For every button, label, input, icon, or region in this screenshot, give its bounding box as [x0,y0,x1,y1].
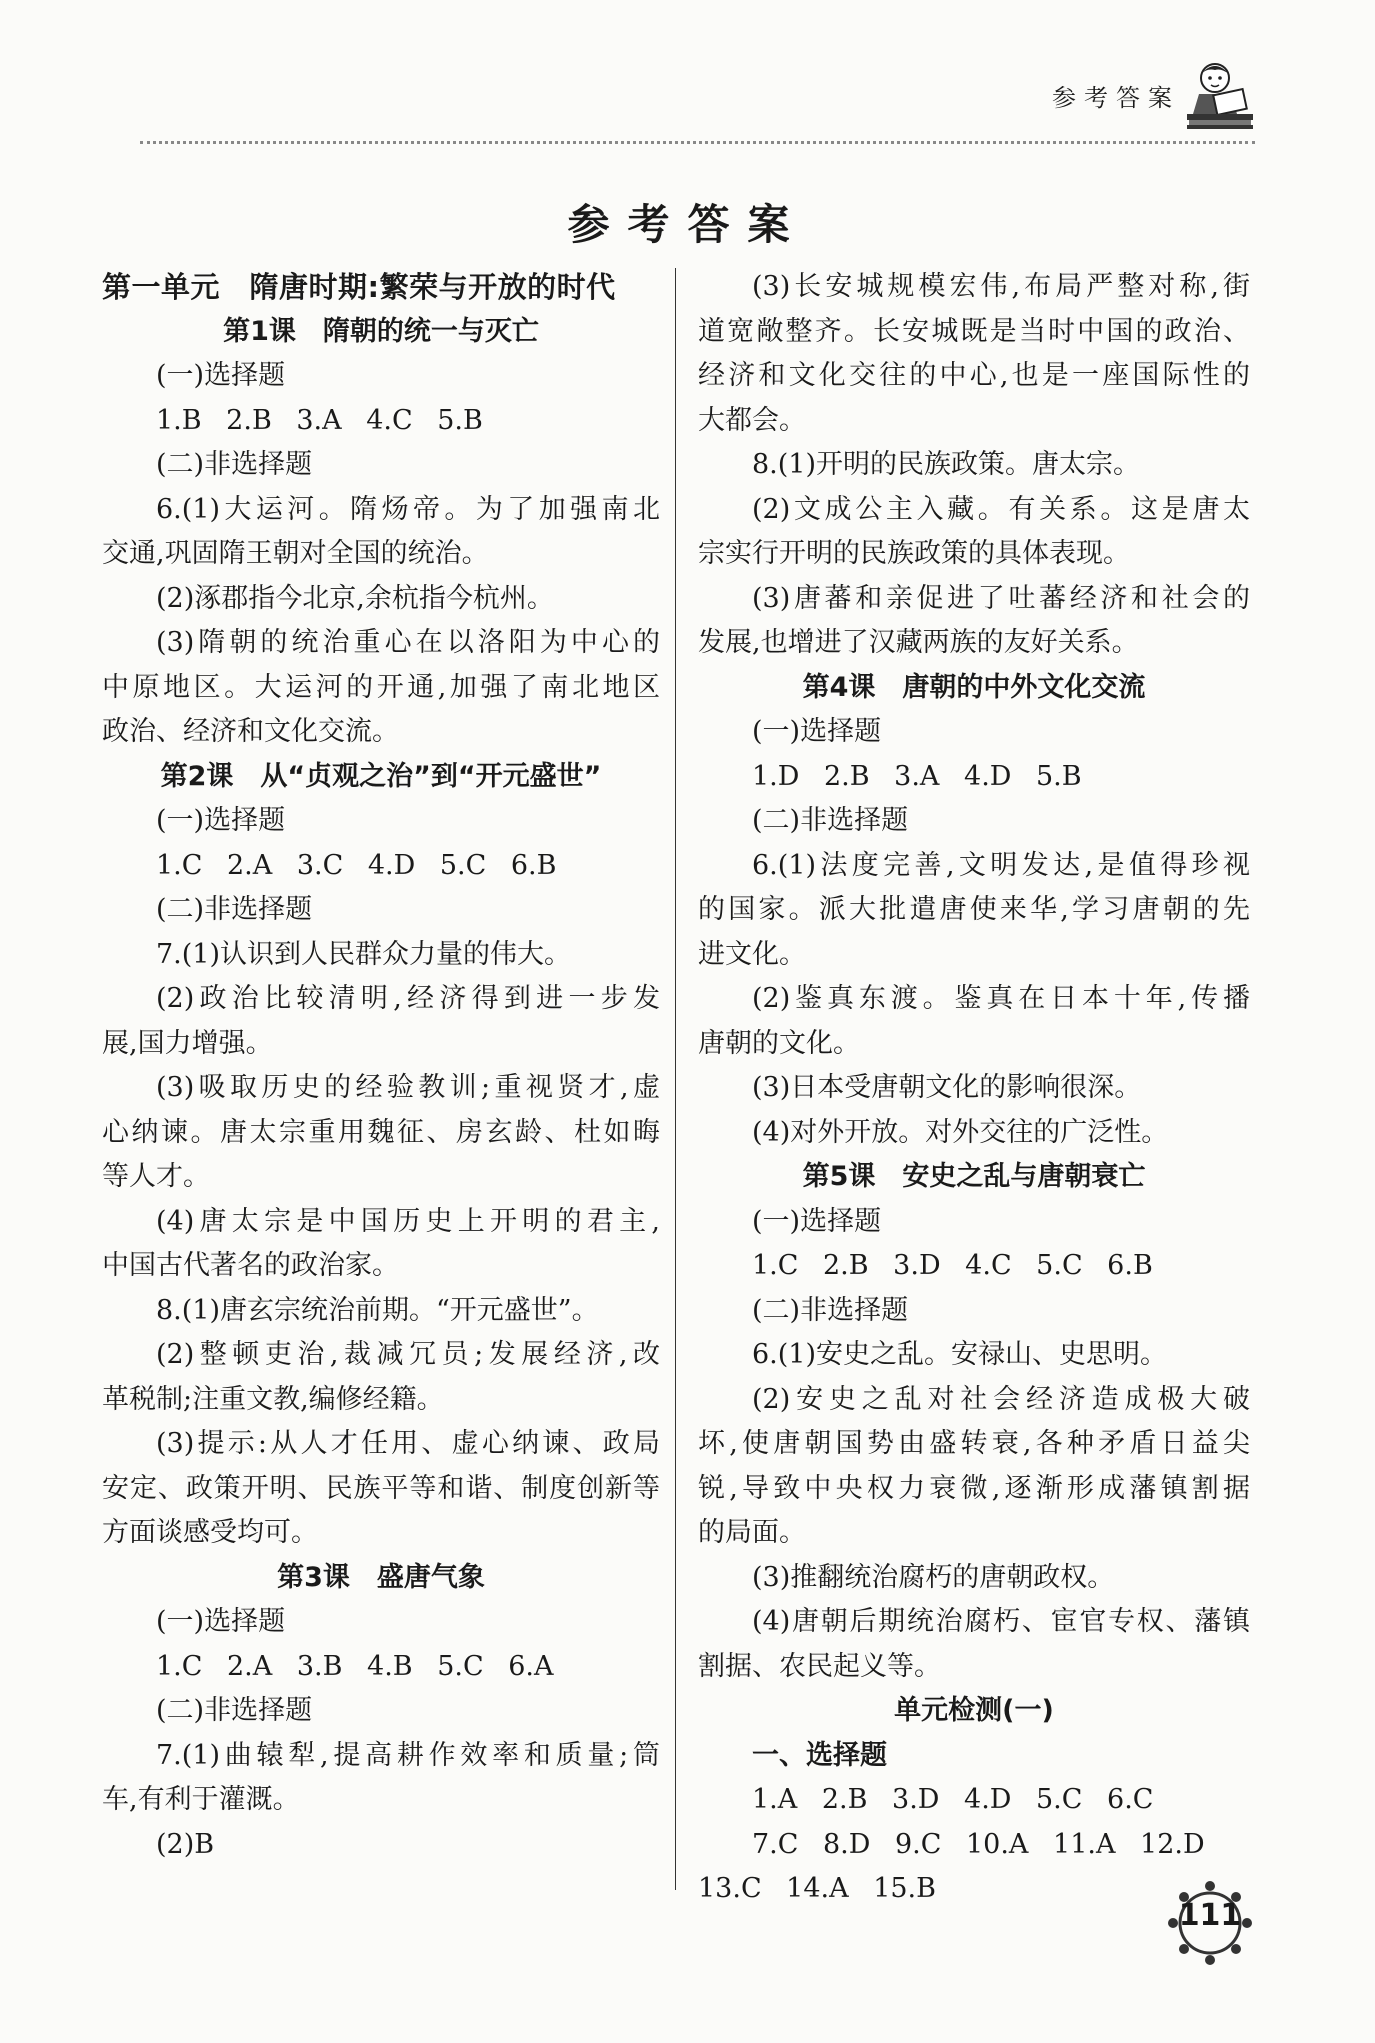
answer-line: (二)非选择题 [752,805,909,836]
choice-answers: 1.A 2.B 3.D 4.D 5.C 6.C [752,1784,1154,1815]
answer-line: (2)政治比较清明,经济得到进一步发 [156,983,660,1014]
answer-line: (2)文成公主入藏。有关系。这是唐太 [752,493,1250,525]
answer-line: (2)B [156,1828,215,1860]
answer-line: 道宽敞整齐。长安城既是当时中国的政治、 [698,315,1250,347]
reading-child-icon [1185,58,1255,130]
header-divider [140,141,1255,144]
answer-line: (4)唐朝后期统治腐朽、宦官专权、藩镇 [752,1606,1250,1637]
answer-line: 割据、农民起义等。 [698,1650,941,1682]
answer-line: 交通,巩固隋王朝对全国的统治。 [102,538,489,569]
answer-line: 进文化。 [698,938,806,970]
answer-line: (一)选择题 [752,716,882,747]
answer-line: 中国古代著名的政治家。 [102,1250,399,1281]
answer-line: 经济和文化交往的中心,也是一座国际性的 [698,360,1250,391]
answer-line: 7.(1)曲辕犁,提高耕作效率和质量;筒 [156,1739,660,1771]
choice-answers: 13.C 14.A 15.B [698,1873,936,1904]
answer-line: 6.(1)安史之乱。安禄山、史思明。 [752,1339,1168,1370]
answer-line: (4)对外开放。对外交往的广泛性。 [752,1116,1169,1148]
answer-line: 等人才。 [102,1161,210,1192]
answer-line: 的国家。派大批遣唐使来华,学习唐朝的先 [698,894,1250,925]
answer-line: (3)日本受唐朝文化的影响很深。 [752,1072,1142,1103]
answer-line: (3)吸取历史的经验教训;重视贤才,虚 [156,1072,660,1103]
answer-line: 8.(1)开明的民族政策。唐太宗。 [752,449,1141,480]
answer-line: 车,有利于灌溉。 [102,1784,300,1815]
choice-answers: 1.C 2.B 3.D 4.C 5.C 6.B [752,1250,1153,1281]
lesson-heading: 第1课 隋朝的统一与灭亡 [223,315,539,347]
unit-test-heading: 单元检测(一) [894,1695,1054,1726]
answer-line: (3)唐蕃和亲促进了吐蕃经济和社会的 [752,582,1250,614]
answer-line: (3)隋朝的统治重心在以洛阳为中心的 [156,627,660,658]
choice-answers: 7.C 8.D 9.C 10.A 11.A 12.D [752,1828,1205,1860]
answer-line: 展,国力增强。 [102,1027,273,1059]
answer-line: 6.(1)法度完善,文明发达,是值得珍视 [752,849,1250,881]
choice-answers: 1.C 2.A 3.C 4.D 5.C 6.B [156,849,557,881]
answer-line: 大都会。 [698,404,806,436]
answer-line: 6.(1)大运河。隋炀帝。为了加强南北 [156,493,660,525]
left-column [102,265,660,1867]
lesson-heading: 第4课 唐朝的中外文化交流 [802,671,1146,703]
answer-line: 宗实行开明的民族政策的具体表现。 [698,538,1130,569]
answer-line: (3)长安城规模宏伟,布局严整对称,街 [752,271,1250,302]
answer-line: 心纳谏。唐太宗重用魏征、房玄龄、杜如晦 [102,1116,660,1148]
answer-line: 发展,也增进了汉藏两族的友好关系。 [698,627,1139,658]
header-label: 参考答案 [1052,84,1180,112]
right-column [698,265,1250,1912]
answer-line: (一)选择题 [752,1205,882,1237]
answer-line: (一)选择题 [156,805,286,836]
answer-line: (2)鉴真东渡。鉴真在日本十年,传播 [752,983,1250,1014]
answer-line: 方面谈感受均可。 [102,1517,318,1548]
page-title: 参考答案 [567,200,808,249]
answer-line: 革税制;注重文教,编修经籍。 [102,1383,444,1415]
lesson-heading: 第5课 安史之乱与唐朝衰亡 [802,1161,1146,1192]
answer-line: (一)选择题 [156,1606,286,1637]
answer-line: (2)涿郡指今北京,余杭指今杭州。 [156,582,554,614]
answer-line: 安定、政策开明、民族平等和谐、制度创新等 [102,1472,660,1504]
page-number: 111 [1178,1898,1242,1933]
answer-line: (2)整顿吏治,裁减冗员;发展经济,改 [156,1339,660,1370]
choice-answers: 1.B 2.B 3.A 4.C 5.B [156,404,483,436]
lesson-heading: 第2课 从“贞观之治”到“开元盛世” [160,760,602,792]
answer-line: 唐朝的文化。 [698,1027,860,1059]
choice-answers: 1.D 2.B 3.A 4.D 5.B [752,760,1082,792]
answer-line: (2)安史之乱对社会经济造成极大破 [752,1383,1250,1415]
answer-line: (二)非选择题 [156,1695,313,1726]
column-divider [675,268,676,1890]
unit-heading: 第一单元 隋唐时期:繁荣与开放的时代 [102,270,616,304]
section-heading: 一、选择题 [752,1739,887,1771]
answer-line: 锐,导致中央权力衰微,逐渐形成藩镇割据 [698,1472,1250,1504]
answer-line: (二)非选择题 [752,1294,909,1326]
answer-line: (一)选择题 [156,360,286,391]
answer-line: (二)非选择题 [156,894,313,925]
answer-line: (4)唐太宗是中国历史上开明的君主, [156,1205,660,1237]
answer-line: 中原地区。大运河的开通,加强了南北地区 [102,671,660,703]
answer-line: 7.(1)认识到人民群众力量的伟大。 [156,938,572,970]
answer-line: (3)推翻统治腐朽的唐朝政权。 [752,1561,1115,1593]
answer-line: (3)提示:从人才任用、虚心纳谏、政局 [156,1428,660,1459]
answer-line: 8.(1)唐玄宗统治前期。“开元盛世”。 [156,1294,599,1326]
answer-line: 的局面。 [698,1517,806,1548]
answer-line: 坏,使唐朝国势由盛转衰,各种矛盾日益尖 [698,1428,1250,1459]
answer-line: 政治、经济和文化交流。 [102,716,399,747]
answer-line: (二)非选择题 [156,449,313,480]
choice-answers: 1.C 2.A 3.B 4.B 5.C 6.A [156,1650,554,1682]
lesson-heading: 第3课 盛唐气象 [277,1561,485,1593]
